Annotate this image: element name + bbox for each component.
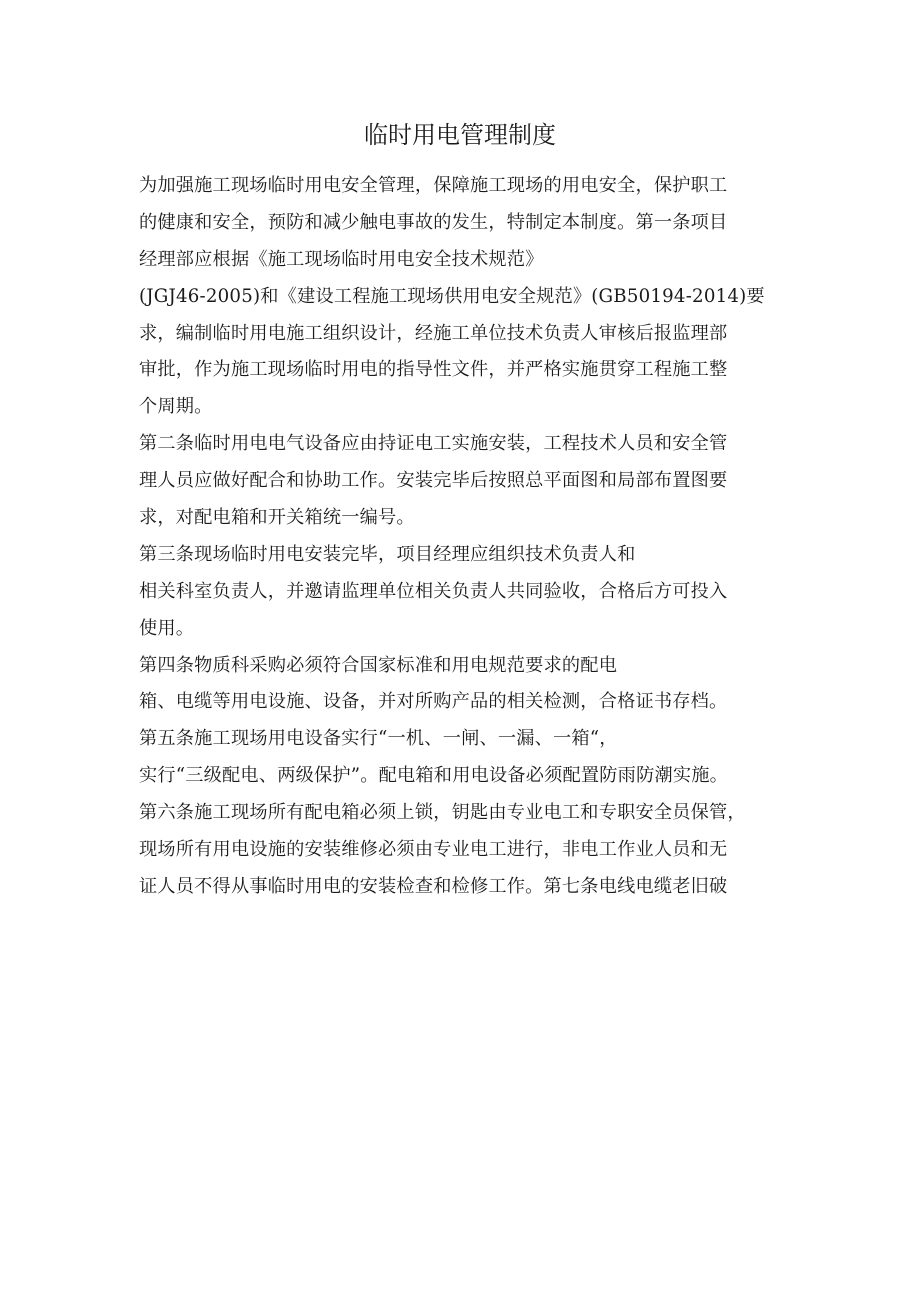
text-line: 第五条施工现场用电设备实行“一机、一闸、一漏、一箱“， bbox=[139, 728, 618, 750]
text-line: 第三条现场临时用电安装完毕，项目经理应组织技术负责人和 bbox=[139, 543, 636, 565]
text-line: 证人员不得从事临时用电的安装检查和检修工作。第七条电线电缆老旧破 bbox=[139, 875, 728, 897]
text-line: 第四条物质科采购必须符合国家标准和用电规范要求的配电 bbox=[139, 654, 618, 676]
text-line: 箱、电缆等用电设施、设备，并对所购产品的相关检测，合格证书存档。 bbox=[139, 691, 728, 713]
text-line: 个周期。 bbox=[139, 396, 213, 418]
text-line: 理人员应做好配合和协助工作。安装完毕后按照总平面图和局部布置图要 bbox=[139, 470, 728, 492]
text-line: 为加强施工现场临时用电安全管理，保障施工现场的用电安全，保护职工 bbox=[139, 175, 728, 196]
text-line: 的健康和安全，预防和减少触电事故的发生，特制定本制度。第一条项目 bbox=[139, 211, 728, 233]
text-line: 第六条施工现场所有配电箱必须上锁，钥匙由专业电工和专职安全员保管， bbox=[139, 802, 746, 824]
text-line: (JGJ46-2005)和《建设工程施工现场供用电安全规范》(GB50194-2014)要 bbox=[139, 285, 765, 307]
document-title: 临时用电管理制度 bbox=[364, 121, 556, 149]
text-line: 第二条临时用电电气设备应由持证电工实施安装，工程技术人员和安全管 bbox=[139, 433, 728, 455]
text-line: 使用。 bbox=[139, 617, 195, 639]
text-line: 实行“三级配电、两级保护”。配电箱和用电设备必须配置防雨防潮实施。 bbox=[139, 765, 729, 787]
text-line: 求，编制临时用电施工组织设计，经施工单位技术负责人审核后报监理部 bbox=[139, 322, 728, 344]
document-body bbox=[139, 168, 799, 906]
text-line: 现场所有用电设施的安装维修必须由专业电工进行，非电工作业人员和无 bbox=[139, 839, 728, 861]
text-line: 经理部应根据《施工现场临时用电安全技术规范》 bbox=[139, 248, 544, 270]
text-line: 审批，作为施工现场临时用电的指导性文件，并严格实施贯穿工程施工整 bbox=[139, 359, 728, 381]
text-line: 求，对配电箱和开关箱统一编号。 bbox=[139, 507, 415, 529]
text-line: 相关科室负责人，并邀请监理单位相关负责人共同验收，合格后方可投入 bbox=[139, 580, 728, 602]
